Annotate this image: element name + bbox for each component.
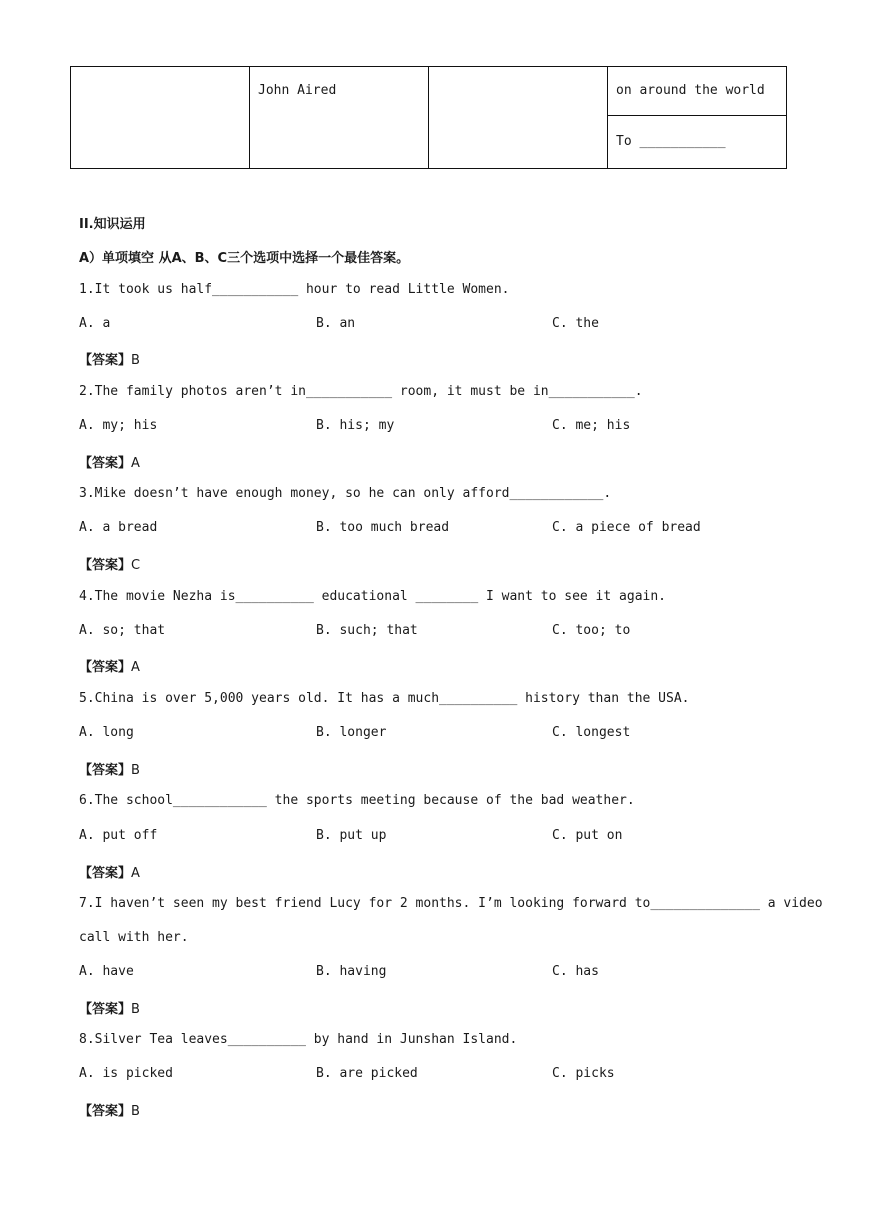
question-5-text: 5.China is over 5,000 years old. It has a much__________ history than the USA. <box>79 691 690 706</box>
table-cell-split <box>608 67 787 169</box>
question-7-text: 7.I haven’t seen my best friend Lucy for 2 months. I’m looking forward to______________ a video <box>79 896 823 911</box>
table-subcell-bottom-text: To ___________ <box>616 134 726 149</box>
question-2-option-c: C. me; his <box>552 418 631 433</box>
question-5-option-b: B. longer <box>316 725 387 740</box>
question-2-option-b: B. his; my <box>316 418 395 433</box>
question-3-answer <box>79 554 140 573</box>
question-1-text: 1.It took us half___________ hour to read Little Women. <box>79 282 510 297</box>
answer-label: 【答案】 <box>79 866 132 881</box>
answer-value: B <box>131 1002 140 1017</box>
question-4-answer <box>79 656 140 675</box>
question-3-option-b: B. too much bread <box>316 520 450 535</box>
question-8-answer <box>79 1100 140 1119</box>
answer-value: A <box>131 660 140 675</box>
section-subtitle: A）单项填空 从A、B、C三个选项中选择一个最佳答案。 <box>79 251 410 266</box>
answer-label: 【答案】 <box>79 353 132 368</box>
question-4-option-a: A. so; that <box>79 623 166 638</box>
answer-value: B <box>131 763 140 778</box>
answer-label: 【答案】 <box>79 558 132 573</box>
table-cell-empty-1 <box>71 67 250 169</box>
question-7-text-continued: call with her. <box>79 930 189 945</box>
question-3-text: 3.Mike doesn’t have enough money, so he can only afford____________. <box>79 486 612 501</box>
answer-value: A <box>131 866 140 881</box>
question-1-option-b: B. an <box>316 316 356 331</box>
table-cell-empty-2 <box>429 67 608 169</box>
question-2-text: 2.The family photos aren’t in___________ room, it must be in___________. <box>79 384 643 399</box>
question-6-text: 6.The school____________ the sports meeting because of the bad weather. <box>79 793 635 808</box>
answer-value: A <box>131 456 140 471</box>
question-3-option-a: A. a bread <box>79 520 158 535</box>
answer-label: 【答案】 <box>79 660 132 675</box>
question-1-option-a: A. a <box>79 316 111 331</box>
answer-value: B <box>131 353 140 368</box>
answer-label: 【答案】 <box>79 456 132 471</box>
question-6-option-a: A. put off <box>79 828 158 843</box>
question-4-option-b: B. such; that <box>316 623 418 638</box>
question-6-answer <box>79 862 140 881</box>
question-2-answer <box>79 452 140 471</box>
question-8-option-b: B. are picked <box>316 1066 418 1081</box>
info-table <box>70 66 787 169</box>
table-subcell-bottom <box>608 116 786 168</box>
section-title: II.知识运用 <box>79 217 146 232</box>
question-6-option-c: C. put on <box>552 828 623 843</box>
question-7-option-b: B. having <box>316 964 387 979</box>
question-7-answer <box>79 998 140 1017</box>
answer-value: B <box>131 1104 140 1119</box>
question-1-answer <box>79 349 140 368</box>
question-5-answer <box>79 759 140 778</box>
table-subcell-top <box>608 67 786 116</box>
answer-label: 【答案】 <box>79 1104 132 1119</box>
question-7-option-c: C. has <box>552 964 599 979</box>
question-4-text: 4.The movie Nezha is__________ educational ________ I want to see it again. <box>79 589 666 604</box>
answer-value: C <box>131 558 141 573</box>
answer-label: 【答案】 <box>79 1002 132 1017</box>
question-8-option-a: A. is picked <box>79 1066 173 1081</box>
answer-label: 【答案】 <box>79 763 132 778</box>
question-3-option-c: C. a piece of bread <box>552 520 701 535</box>
question-7-option-a: A. have <box>79 964 134 979</box>
table-cell-name-text: John Aired <box>258 83 337 98</box>
question-2-option-a: A. my; his <box>79 418 158 433</box>
question-5-option-c: C. longest <box>552 725 631 740</box>
question-4-option-c: C. too; to <box>552 623 631 638</box>
question-8-option-c: C. picks <box>552 1066 615 1081</box>
question-5-option-a: A. long <box>79 725 134 740</box>
question-1-option-c: C. the <box>552 316 599 331</box>
question-8-text: 8.Silver Tea leaves__________ by hand in Junshan Island. <box>79 1032 518 1047</box>
question-6-option-b: B. put up <box>316 828 387 843</box>
table-subcell-top-text: on around the world <box>616 83 765 98</box>
table-cell-name <box>250 67 429 169</box>
